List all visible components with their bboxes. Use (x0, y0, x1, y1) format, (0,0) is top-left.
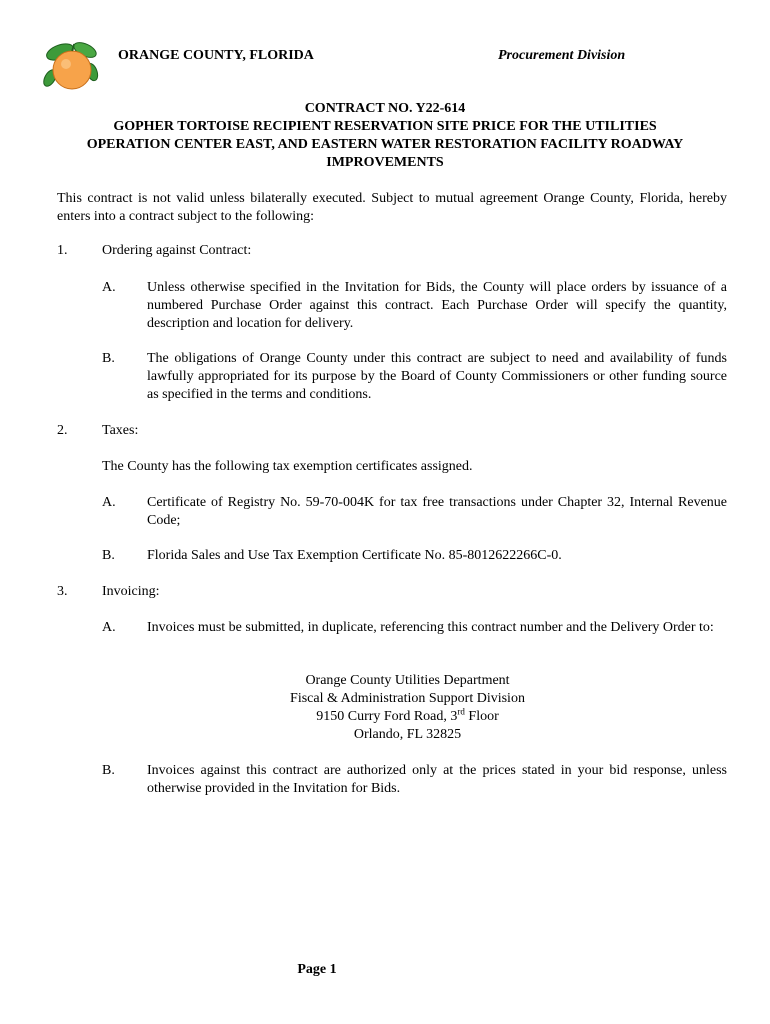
item-text: Certificate of Registry No. 59-70-004K for tax free transactions under Chapter 32, Internal Revenue Code; (147, 495, 727, 528)
item-letter: B. (102, 351, 115, 366)
contract-number: CONTRACT NO. Y22-614 (304, 101, 466, 116)
section-heading: Invoicing: (102, 584, 160, 599)
mailing-address (0, 672, 770, 744)
item-letter: A. (102, 495, 116, 510)
section-number: 1. (57, 243, 68, 258)
address-line: Orange County Utilities Department (305, 673, 510, 688)
item-letter: A. (102, 620, 116, 635)
org-name: ORANGE COUNTY, FLORIDA (118, 48, 314, 63)
address-line: Fiscal & Administration Support Division (290, 691, 525, 706)
item-text: Unless otherwise specified in the Invitation for Bids, the County will place orders by issuance of a numbered Purchase Order against this contract. Each Purchase Order will specify the quantity, description and location for delivery. (147, 280, 727, 331)
item-letter: B. (102, 763, 115, 778)
section-heading: Taxes: (102, 423, 139, 438)
address-line (0, 708, 770, 726)
division-name: Procurement Division (498, 48, 626, 63)
contract-title (40, 100, 730, 172)
item-text: Florida Sales and Use Tax Exemption Certificate No. 85-8012622266C-0. (147, 548, 562, 563)
item-text: The obligations of Orange County under this contract are subject to need and availability of funds lawfully appropriated for its purpose by the Board of County Commissioners or other funding source as specified in the terms and conditions. (147, 351, 727, 402)
section-paragraph: The County has the following tax exemption certificates assigned. (102, 459, 473, 474)
section-heading: Ordering against Contract: (102, 243, 252, 258)
section-number: 3. (57, 584, 68, 599)
item-letter: A. (102, 280, 116, 295)
title-line: IMPROVEMENTS (326, 155, 444, 170)
item-letter: B. (102, 548, 115, 563)
title-line: OPERATION CENTER EAST, AND EASTERN WATER RESTORATION FACILITY ROADWAY (86, 137, 684, 152)
item-text: Invoices against this contract are authorized only at the prices stated in your bid response, unless otherwise provided in the Invitation for Bids. (147, 763, 727, 796)
ordinal-suffix: rd (457, 706, 465, 717)
orange-fruit-logo (40, 38, 102, 96)
intro-paragraph: This contract is not valid unless bilaterally executed. Subject to mutual agreement Orange County, Florida, hereby enters into a contract subject to the following: (57, 191, 727, 224)
item-text: Invoices must be submitted, in duplicate, referencing this contract number and the Delivery Order to: (147, 620, 714, 635)
address-line: Orlando, FL 32825 (353, 727, 462, 742)
title-line: GOPHER TORTOISE RECIPIENT RESERVATION SITE PRICE FOR THE UTILITIES (113, 119, 657, 134)
page-number: Page 1 (297, 962, 337, 977)
section-number: 2. (57, 423, 68, 438)
address-street: 9150 Curry Ford Road, 3 (316, 709, 458, 724)
address-floor: Floor (464, 709, 499, 724)
